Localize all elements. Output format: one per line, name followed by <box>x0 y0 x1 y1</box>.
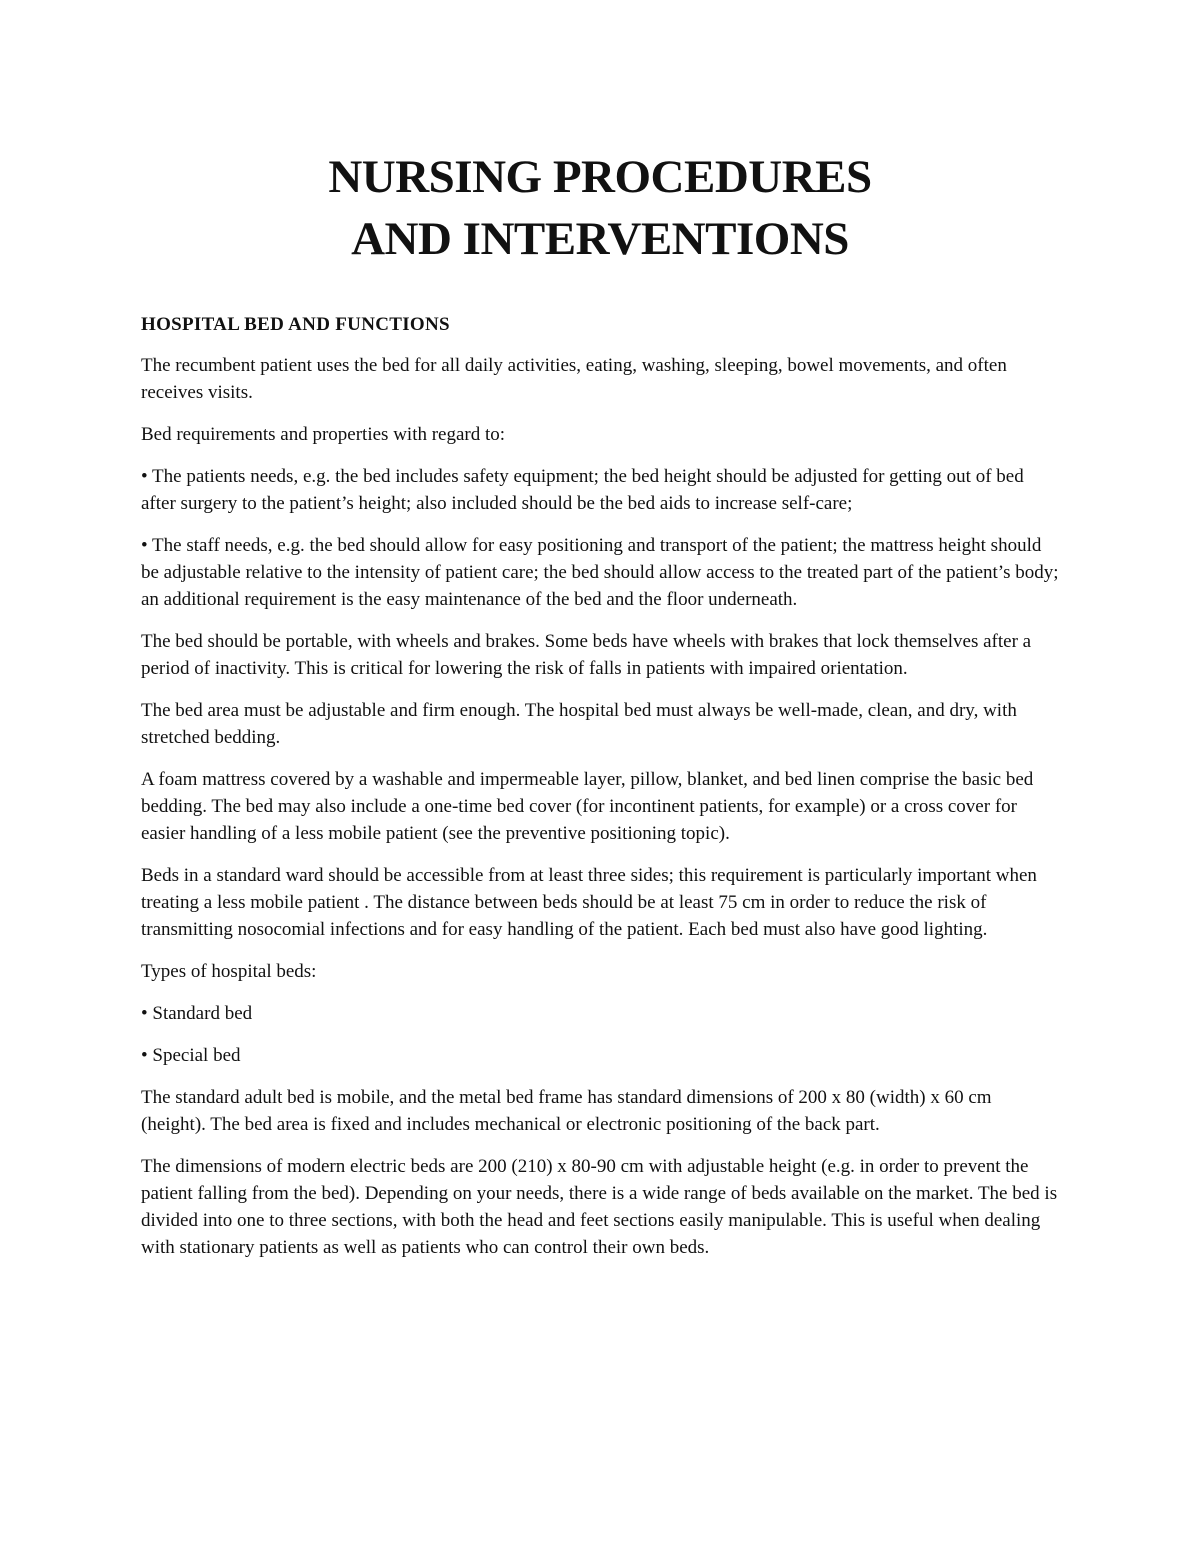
paragraph-standard-dimensions: The standard adult bed is mobile, and the metal bed frame has standard dimensions of 200 x 80 (width) x 60 cm (height). The bed area is fixed and includes mechanical or electronic positioning of the back part. <box>141 1087 992 1135</box>
paragraph-bed-requirements: Bed requirements and properties with regard to: <box>141 424 506 445</box>
paragraph-bed-area: The bed area must be adjustable and firm enough. The hospital bed must always be well-made, clean, and dry, with stretched bedding. <box>141 700 1017 748</box>
paragraph-portable-bed: The bed should be portable, with wheels and brakes. Some beds have wheels with brakes that lock themselves after a period of inactivity. This is critical for lowering the risk of falls in patients with impaired orientation. <box>141 631 1032 679</box>
section-heading: HOSPITAL BED AND FUNCTIONS <box>141 314 450 335</box>
bullet-standard-bed: • Standard bed <box>141 1003 253 1024</box>
bullet-patient-needs: • The patients needs, e.g. the bed includes safety equipment; the bed height should be adjusted for getting out of bed after surgery to the patient’s height; also included should be the bed aids to increase self-care; <box>141 466 1024 514</box>
paragraph-intro: The recumbent patient uses the bed for all daily activities, eating, washing, sleeping, bowel movements, and often receives visits. <box>141 355 1007 403</box>
paragraph-electric-beds: The dimensions of modern electric beds are 200 (210) x 80-90 cm with adjustable height (e.g. in order to prevent the patient falling from the bed). Depending on your needs, there is a wide range of beds available on the market. The bed is divided into one to three sections, with both the head and feet sections easily manipulable. This is useful when dealing with stationary patients as well as patients who can control their own beds. <box>141 1156 1058 1258</box>
document-title-line-2: AND INTERVENTIONS <box>351 213 849 265</box>
paragraph-bedding: A foam mattress covered by a washable and impermeable layer, pillow, blanket, and bed linen comprise the basic bed bedding. The bed may also include a one-time bed cover (for incontinent patients, for example) or a cross cover for easier handling of a less mobile patient (see the preventive positioning topic). <box>141 769 1034 844</box>
paragraph-ward-access: Beds in a standard ward should be accessible from at least three sides; this requirement is particularly important when treating a less mobile patient . The distance between beds should be at least 75 cm in order to reduce the risk of transmitting nosocomial infections and for easy handling of the patient. Each bed must also have good lighting. <box>141 865 1037 940</box>
document-title <box>0 146 1200 270</box>
bullet-staff-needs: • The staff needs, e.g. the bed should allow for easy positioning and transport of the patient; the mattress height should be adjustable relative to the intensity of patient care; the bed should allow access to the treated part of the patient’s body; an additional requirement is the easy maintenance of the bed and the floor underneath. <box>141 535 1059 610</box>
document-title-line-1: NURSING PROCEDURES <box>328 151 872 203</box>
paragraph-bed-types: Types of hospital beds: <box>141 961 317 982</box>
bullet-special-bed: • Special bed <box>141 1045 241 1066</box>
document-body <box>141 311 1061 1276</box>
